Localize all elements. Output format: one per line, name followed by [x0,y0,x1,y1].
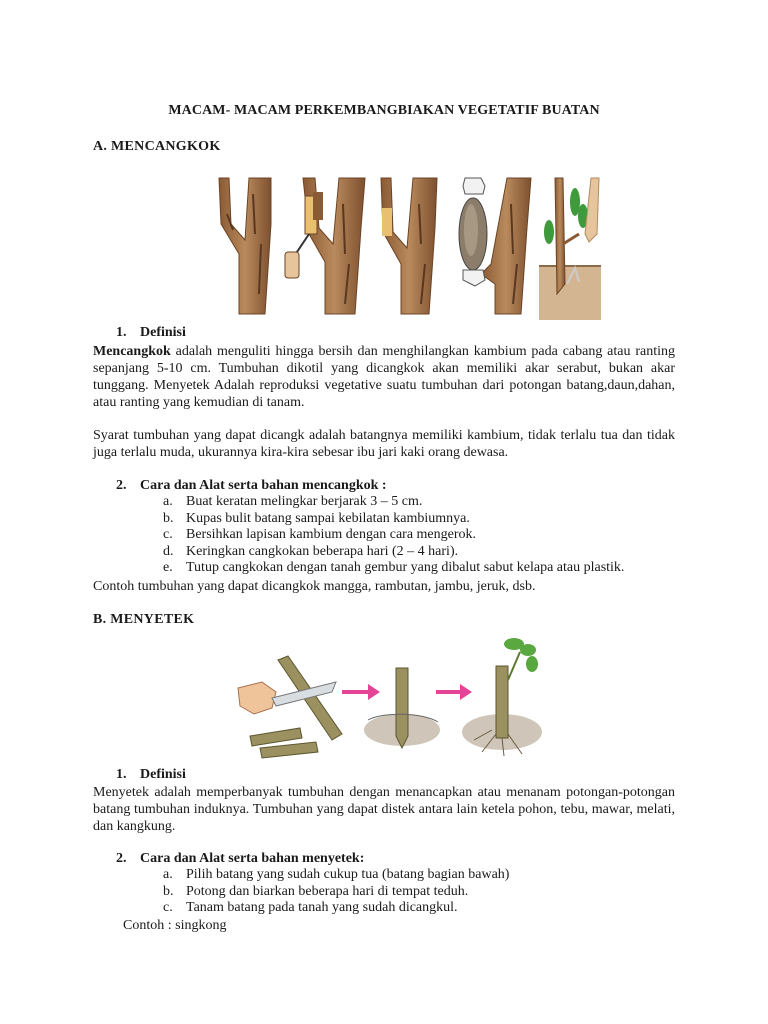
definition-label: Definisi [140,325,186,340]
list-text: Tanam batang pada tanah yang sudah dicangkul. [186,900,458,915]
steps-heading-b [116,851,364,867]
bold-term: Mencangkok [93,344,171,359]
definition-paragraph-menyetek: Menyetek adalah memperbanyak tumbuhan dengan menancapkan atau menanam potongan-potongan batang tumbuhan induknya. Tumbuhan yang dapat distek antara lain ketela pohon, tebu, mawar, melati, dan kangkung. [93,785,675,834]
list-number: 2. [116,851,127,866]
list-number: 2. [116,478,127,493]
example-text-menyetek: Contoh : singkong [123,918,227,933]
section-heading-mencangkok: A. MENCANGKOK [93,139,221,154]
list-text: Keringkan cangkokan beberapa hari (2 – 4 hari). [186,543,459,559]
list-text: Tutup cangkokan dengan tanah gembur yang dibalut sabut kelapa atau plastik. [186,560,625,575]
list-item [163,900,509,917]
list-text: Pilih batang yang sudah cukup tua (batang bagian bawah) [186,867,510,882]
list-text: Bersihkan lapisan kambium dengan cara mengerok. [186,527,477,542]
list-text: Kupas bulit batang sampai kebilatan kambiumnya. [186,510,470,526]
list-marker: c. [163,900,173,915]
air-layering-steps-icon [205,174,605,322]
list-item [163,494,624,511]
example-text-mencangkok: Contoh tumbuhan yang dapat dicangkok mangga, rambutan, jambu, jeruk, dsb. [93,579,536,594]
list-item [163,544,624,561]
list-item [163,884,509,901]
list-number: 1. [116,325,127,340]
definition-label: Definisi [140,767,186,782]
list-text: Potong dan biarkan beberapa hari di tempat teduh. [186,883,469,899]
list-marker: a. [163,494,173,509]
list-text: Buat keratan melingkar berjarak 3 – 5 cm. [186,494,423,509]
steps-label: Cara dan Alat serta bahan mencangkok : [140,478,387,493]
list-item [163,527,624,544]
list-number: 1. [116,767,127,782]
definition-paragraph-mencangkok [93,343,675,411]
requirements-paragraph: Syarat tumbuhan yang dapat dicangk adalah batangnya memiliki kambium, tidak terlalu tua dan tidak juga terlalu muda, ukurannya kira-kira sebesar ibu jari kaki orang dewasa. [93,428,675,460]
air-layering-illustration [205,174,605,322]
list-item [163,511,624,528]
section-heading-menyetek: B. MENYETEK [93,612,195,627]
steps-list-menyetek [163,867,509,917]
definition-heading-a [116,325,186,341]
stem-cutting-illustration [232,630,544,760]
document-title: MACAM- MACAM PERKEMBANGBIAKAN VEGETATIF BUATAN [168,103,600,118]
steps-heading-a [116,478,387,494]
steps-list-mencangkok [163,494,624,577]
list-marker: d. [163,543,174,559]
definition-text: adalah menguliti hingga bersih dan menghilangkan kambium pada cabang atau ranting sepanjang 5-10 cm. Tumbuhan dikotil yang dicangkok akan memiliki akar serabut, bukan akar tunggang. Menyetek Adalah reproduksi vegetative suatu tumbuhan dari potongan batang,daun,dahan, atau ranting yang kemudian di tanam. [93,344,675,410]
definition-heading-b [116,767,186,783]
list-marker: b. [163,510,174,526]
list-marker: e. [163,560,173,575]
steps-label: Cara dan Alat serta bahan menyetek: [140,851,365,866]
list-marker: b. [163,883,174,899]
list-item [163,867,509,884]
list-item [163,560,624,577]
stem-cutting-steps-icon [232,630,544,760]
list-marker: a. [163,867,173,882]
list-marker: c. [163,527,173,542]
